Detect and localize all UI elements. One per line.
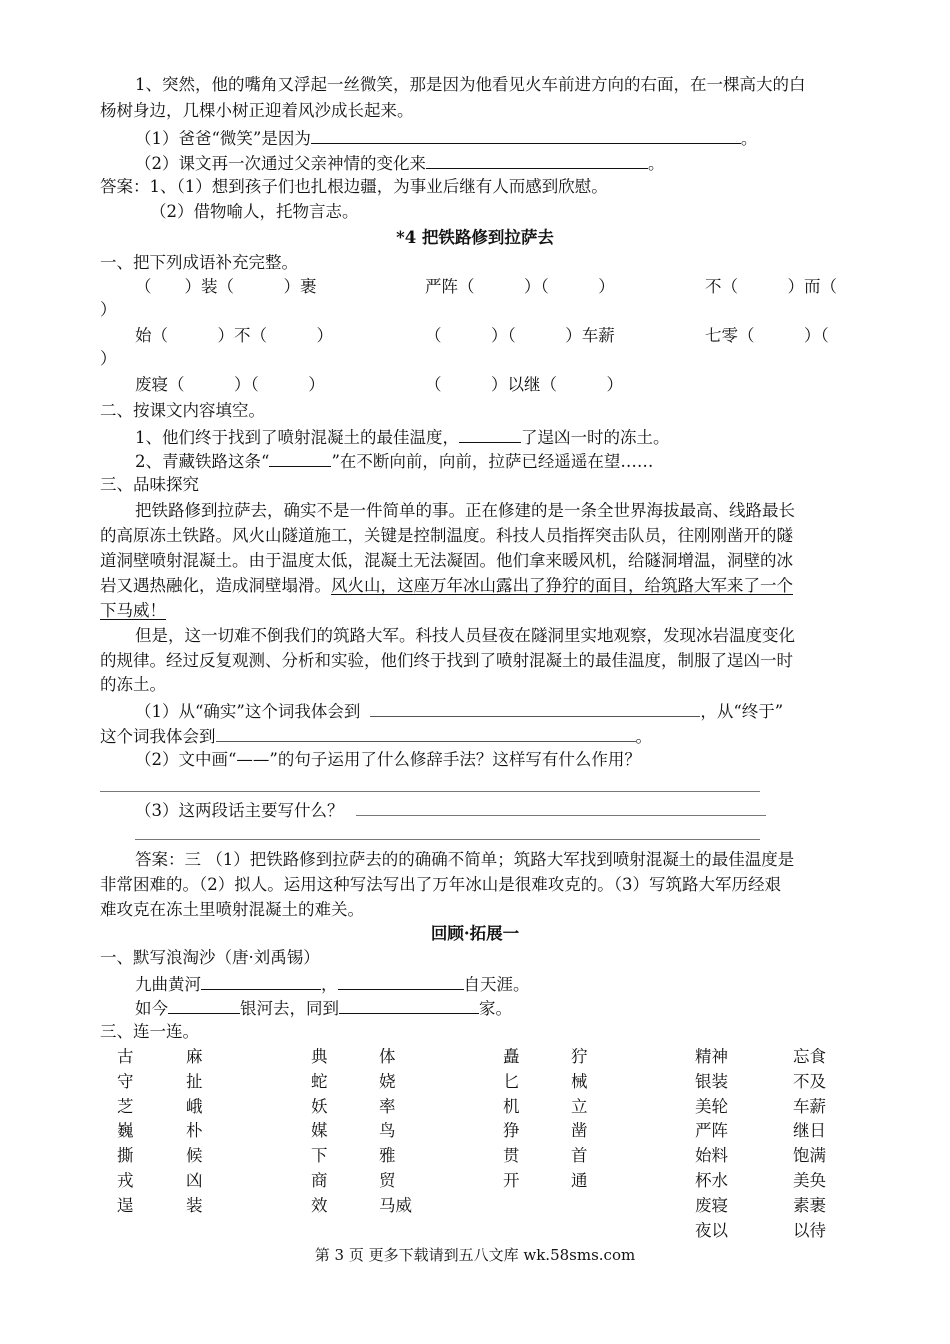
review-title: 回顾·拓展一 <box>430 924 520 943</box>
match-item[interactable]: 素裹 <box>793 1195 826 1215</box>
match-item[interactable]: 杯水 <box>695 1171 728 1190</box>
question1-text2: 这个词我体会到 <box>100 727 216 746</box>
passage1-line1: 1、突然，他的嘴角又浮起一丝微笑，那是因为他看见火车前进方向的右面，在一棵高大的白 <box>135 75 806 94</box>
p1-line3: 道洞壁喷射混凝土。由于温度太低，混凝土无法凝固。他们拿来暖风机，给隧洞增温，洞壁的冰 <box>100 551 793 570</box>
match-item[interactable]: 饱满 <box>793 1146 826 1166</box>
q1-answer-blank[interactable] <box>311 126 741 144</box>
match-item[interactable]: 下 <box>311 1146 328 1166</box>
match-item[interactable]: 逞 <box>117 1195 134 1215</box>
match-item[interactable]: 体 <box>379 1047 396 1066</box>
match-item[interactable]: 效 <box>311 1195 328 1215</box>
fill-item1 <box>135 425 670 450</box>
match-item[interactable]: 贸 <box>379 1171 396 1190</box>
poem1-comma: ， <box>321 975 338 994</box>
match-item[interactable]: 狰 <box>503 1121 520 1141</box>
question2: （2）文中画“——”的句子运用了什么修辞手法？这样写有什么作用？ <box>135 750 641 769</box>
match-item[interactable]: 典 <box>311 1047 328 1066</box>
match-item[interactable]: 芝 <box>117 1096 134 1116</box>
p2-line2: 的规律。经过反复观测、分析和实验，他们终于找到了喷射混凝土的最佳温度，制服了逞凶一时 <box>100 651 793 670</box>
poem2-text-mid: 银河去，同到 <box>240 999 339 1018</box>
match-item[interactable]: 雅 <box>379 1146 396 1166</box>
question3-blank[interactable] <box>356 798 766 816</box>
match-item[interactable]: 率 <box>379 1096 396 1116</box>
q2-end: 。 <box>648 154 665 173</box>
lesson4-section3: 三、品味探究 <box>100 475 199 494</box>
idiom-r2b: （ ）（ ）车薪 <box>425 326 615 345</box>
match-item[interactable]: 娆 <box>379 1071 396 1091</box>
match-item[interactable]: 矗 <box>503 1047 520 1066</box>
match-item[interactable]: 蛇 <box>311 1071 328 1091</box>
match-item[interactable]: 候 <box>186 1146 203 1166</box>
p2-line1: 但是，这一切难不倒我们的筑路大军。科技人员昼夜在隧洞里实地观察，发现冰岩温度变化 <box>135 626 795 645</box>
review-section1: 一、默写浪淘沙（唐·刘禹锡） <box>100 948 320 967</box>
p1-line4-plain: 岩又遇热融化，造成洞壁塌滑。 <box>100 576 331 595</box>
fill1-text-end: 了逞凶一时的冻土。 <box>521 428 670 447</box>
poem-line1 <box>135 972 530 997</box>
poem2-text: 如今 <box>135 999 168 1018</box>
match-item[interactable]: 妖 <box>311 1096 328 1116</box>
poem-line2 <box>135 996 512 1021</box>
match-item[interactable]: 立 <box>571 1096 588 1116</box>
lesson4-answer-line2: 非常困难的。（2）拟人。运用这种写法写出了万年冰山是很难攻克的。（3）写筑路大军历经艰 <box>100 875 781 894</box>
fill2-blank[interactable] <box>269 449 331 467</box>
underlined-sentence-end: 下马威！ <box>100 601 166 620</box>
match-item[interactable]: 扯 <box>186 1071 203 1091</box>
lesson4-answer-line1: 答案：三 （1）把铁路修到拉萨去的的确确不简单；筑路大军找到喷射混凝土的最佳温度是 <box>135 850 795 869</box>
p2-line3: 的冻土。 <box>100 675 166 694</box>
match-item[interactable]: 马威 <box>379 1195 412 1215</box>
page-footer: 第 3 页 更多下载请到五八文库 wk.58sms.com <box>314 1246 636 1264</box>
question3-text: （3）这两段话主要写什么？ <box>135 801 344 820</box>
match-item[interactable]: 夜以 <box>695 1220 728 1240</box>
lesson4-section1: 一、把下列成语补充完整。 <box>100 253 298 272</box>
poem1-text-end: 自天涯。 <box>463 975 530 994</box>
match-item[interactable]: 首 <box>571 1146 588 1166</box>
poem1-text: 九曲黄河 <box>135 975 201 994</box>
match-item[interactable]: 机 <box>503 1096 520 1116</box>
idiom-r2a: 始（ ）不（ ） <box>135 326 333 345</box>
q2-text: （2）课文再一次通过父亲神情的变化来 <box>135 154 426 173</box>
poem2-blank2[interactable] <box>339 996 479 1014</box>
match-item[interactable]: 严阵 <box>695 1121 728 1141</box>
match-item[interactable]: 鸟 <box>379 1121 396 1141</box>
match-item[interactable]: 不及 <box>793 1071 826 1091</box>
question1-blank2[interactable] <box>216 724 636 742</box>
question3-answer-line[interactable] <box>135 839 760 840</box>
idiom-r3a: 废寝（ ）（ ） <box>135 375 325 394</box>
match-item[interactable]: 麻 <box>186 1047 203 1066</box>
match-item[interactable]: 凿 <box>571 1121 588 1141</box>
match-item[interactable]: 匕 <box>503 1071 520 1091</box>
passage1-line2: 杨树身边，几棵小树正迎着风沙成长起来。 <box>100 101 414 120</box>
fill2-text-end: ”在不断向前，向前，拉萨已经遥遥在望…… <box>331 452 654 471</box>
p1-line4 <box>100 574 793 598</box>
question3 <box>135 798 766 823</box>
passage1-q1 <box>135 126 757 151</box>
idiom-r3b: （ ）以继（ ） <box>425 375 623 394</box>
poem1-blank1[interactable] <box>201 972 321 990</box>
question1-text: （1）从“确实”这个词我体会到 <box>135 702 361 721</box>
match-item[interactable]: 商 <box>311 1171 328 1190</box>
match-item[interactable]: 戎 <box>117 1171 134 1190</box>
poem2-blank1[interactable] <box>168 996 240 1014</box>
match-item[interactable]: 忘食 <box>793 1047 826 1066</box>
match-item[interactable]: 古 <box>117 1047 134 1066</box>
idiom-r1b: 严阵（ ）（ ） <box>425 277 615 296</box>
match-item[interactable]: 凶 <box>186 1171 203 1190</box>
lesson4-title: *4 把铁路修到拉萨去 <box>396 228 554 247</box>
match-item[interactable]: 巍 <box>117 1121 134 1141</box>
question1-text-mid: ，从“终于” <box>700 702 784 721</box>
match-item[interactable]: 美奂 <box>793 1171 826 1190</box>
idiom-r1c: 不（ ）而（ <box>705 277 837 296</box>
question1-end: 。 <box>635 727 652 746</box>
match-item[interactable]: 始料 <box>695 1146 728 1166</box>
passage1-answer1: 答案：1、（1）想到孩子们也扎根边疆，为事业后继有人而感到欣慰。 <box>100 177 608 196</box>
lesson4-answer-line3: 难攻克在冻土里喷射混凝土的难关。 <box>100 900 364 919</box>
passage1-q2 <box>135 151 665 176</box>
match-item[interactable]: 车薪 <box>793 1096 826 1116</box>
idiom-r1c-tail: ） <box>100 300 117 319</box>
match-item[interactable]: 继日 <box>793 1121 826 1141</box>
idiom-r2c: 七零（ ）（ <box>705 326 829 345</box>
question1-line2 <box>100 724 652 749</box>
match-item[interactable]: 狞 <box>571 1047 588 1066</box>
lesson4-section2: 二、按课文内容填空。 <box>100 401 265 420</box>
p1-line1: 把铁路修到拉萨去，确实不是一件简单的事。正在修建的是一条全世界海拔最高、线路最长 <box>135 501 795 520</box>
match-item[interactable]: 开 <box>503 1171 520 1190</box>
match-item[interactable]: 峨 <box>186 1096 203 1116</box>
fill1-text: 1、他们终于找到了喷射混凝土的最佳温度， <box>135 428 459 447</box>
q2-answer-blank[interactable] <box>426 151 648 169</box>
p1-line2: 的高原冻土铁路。风火山隧道施工，关键是控制温度。科技人员指挥突击队员，往刚刚凿开的隧 <box>100 526 793 545</box>
underlined-sentence: 风火山，这座万年冰山露出了狰狞的面目，给筑路大军来了一个 <box>331 576 793 595</box>
match-item[interactable]: 朴 <box>186 1121 203 1141</box>
poem2-text-end: 家。 <box>479 999 512 1018</box>
question1-blank1[interactable] <box>370 699 700 717</box>
q1-end: 。 <box>740 129 758 148</box>
match-item[interactable]: 废寝 <box>695 1195 728 1215</box>
match-item[interactable]: 美轮 <box>695 1096 728 1116</box>
match-item[interactable]: 械 <box>571 1071 588 1091</box>
match-item[interactable]: 银装 <box>695 1071 728 1091</box>
match-item[interactable]: 守 <box>117 1071 134 1091</box>
match-item[interactable]: 装 <box>186 1195 203 1215</box>
match-item[interactable]: 媒 <box>311 1121 328 1141</box>
match-item[interactable]: 通 <box>571 1171 588 1190</box>
idiom-r2c-tail: ） <box>100 349 117 368</box>
match-item[interactable]: 撕 <box>117 1146 134 1166</box>
q1-text: （1）爸爸“微笑”是因为 <box>135 129 311 148</box>
poem1-blank2[interactable] <box>338 972 464 990</box>
idiom-r1a: （ ）装（ ）裹 <box>135 277 317 296</box>
question2-answer-line[interactable] <box>100 791 760 792</box>
fill1-blank[interactable] <box>459 425 521 443</box>
fill2-text: 2、青藏铁路这条“ <box>135 452 270 471</box>
match-item[interactable]: 贯 <box>503 1146 520 1166</box>
match-item[interactable]: 以待 <box>793 1220 826 1240</box>
question1-line1 <box>135 699 783 724</box>
match-item[interactable]: 精神 <box>695 1047 728 1066</box>
passage1-answer2: （2）借物喻人，托物言志。 <box>150 202 359 221</box>
review-section3: 三、连一连。 <box>100 1022 199 1041</box>
fill-item2 <box>135 449 653 474</box>
